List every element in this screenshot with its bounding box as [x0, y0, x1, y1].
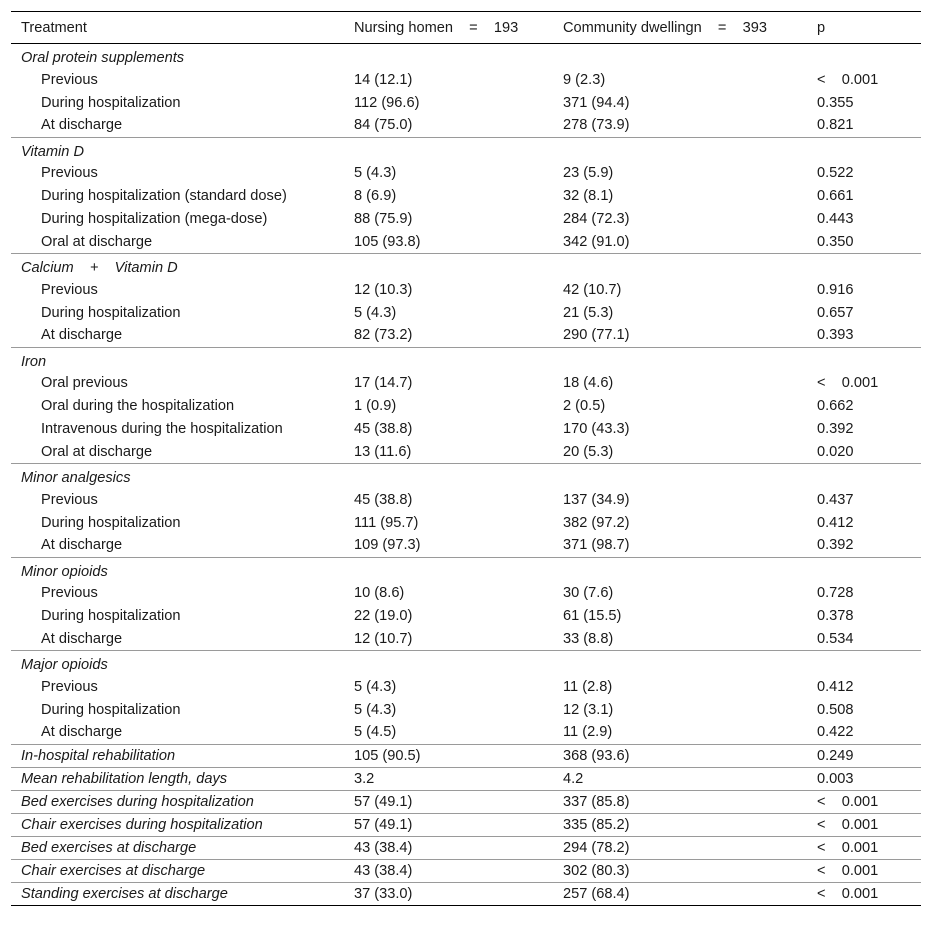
community-value: 11 (2.9)	[553, 721, 807, 744]
row-label: At discharge	[11, 628, 344, 651]
table-row	[11, 859, 921, 882]
nursing-home-value: 57 (49.1)	[344, 790, 553, 813]
nursing-home-value: 14 (12.1)	[354, 71, 413, 88]
community-value: 294 (78.2)	[553, 836, 807, 859]
community-value: 32 (8.1)	[563, 188, 614, 204]
table-group-row	[11, 137, 921, 162]
table-group-row	[11, 44, 921, 69]
row-label: At discharge	[11, 534, 344, 557]
p-value: 0.916	[817, 281, 854, 298]
community-value: 21 (5.3)	[563, 304, 614, 321]
header-treatment: Treatment	[11, 12, 344, 44]
p-value: 0.657	[817, 304, 854, 321]
group-title: Oral protein supplements	[21, 50, 185, 66]
nursing-home-value: 105 (93.8)	[344, 231, 553, 254]
community-value: 368 (93.6)	[553, 744, 807, 767]
community-value: 33 (8.8)	[553, 628, 807, 651]
community-value: 30 (7.6)	[563, 585, 614, 601]
group-title: Iron	[21, 353, 47, 370]
row-label: During hospitalization (standard dose)	[41, 188, 287, 204]
table-row	[11, 767, 921, 790]
header-nursing-home: Nursing homen = 193	[344, 12, 553, 44]
table-row	[11, 511, 921, 534]
table-row	[11, 185, 921, 208]
nursing-home-value: 111 (95.7)	[354, 514, 419, 531]
community-value: 342 (91.0)	[553, 231, 807, 254]
community-value: 137 (34.9)	[563, 491, 630, 508]
community-value: 371 (94.4)	[563, 94, 630, 111]
nursing-home-value: 5 (4.3)	[354, 304, 397, 321]
nursing-home-value: 12 (10.7)	[344, 628, 553, 651]
community-value: 9 (2.3)	[563, 71, 606, 88]
nursing-home-value: 10 (8.6)	[354, 585, 405, 601]
community-value: 18 (4.6)	[563, 375, 614, 391]
community-value: 371 (98.7)	[553, 534, 807, 557]
p-value: 0.422	[807, 721, 921, 744]
table-group-row	[11, 464, 921, 489]
nursing-home-value: 112 (96.6)	[354, 94, 420, 111]
table-row	[11, 628, 921, 651]
p-value: 0.534	[807, 628, 921, 651]
nursing-home-value: 5 (4.5)	[344, 721, 553, 744]
row-label: Previous	[41, 678, 98, 695]
group-title: Minor opioids	[21, 563, 108, 580]
table-row	[11, 208, 921, 231]
p-value: 0.392	[817, 421, 854, 437]
p-value: 0.728	[817, 585, 854, 601]
treatment-table-container	[11, 11, 921, 906]
p-value: 0.249	[807, 744, 921, 767]
p-value: 0.522	[817, 165, 854, 181]
row-label: During hospitalization (mega-dose)	[41, 211, 268, 227]
community-value: 11 (2.8)	[563, 678, 613, 695]
nursing-home-value: 17 (14.7)	[354, 375, 413, 391]
group-title: Calcium + Vitamin D	[21, 260, 178, 276]
community-value: 382 (97.2)	[563, 514, 630, 531]
row-label: Previous	[41, 165, 98, 181]
community-value: 284 (72.3)	[563, 211, 630, 227]
row-label: Oral at discharge	[11, 231, 344, 254]
header-community-dwelling: Community dwellingn = 393	[553, 12, 807, 44]
table-group-row	[11, 651, 921, 676]
table-row	[11, 744, 921, 767]
nursing-home-value: 43 (38.4)	[344, 836, 553, 859]
row-label: Oral previous	[41, 375, 128, 391]
table-group-row	[11, 557, 921, 582]
p-value: < 0.001	[807, 859, 921, 882]
p-value: < 0.001	[817, 71, 879, 88]
community-value: 290 (77.1)	[553, 324, 807, 347]
p-value: 0.350	[807, 231, 921, 254]
nursing-home-value: 43 (38.4)	[344, 859, 553, 882]
table-row	[11, 301, 921, 324]
row-label: During hospitalization	[41, 514, 181, 531]
table-row	[11, 278, 921, 301]
row-label: Bed exercises at discharge	[11, 836, 344, 859]
table-row	[11, 698, 921, 721]
nursing-home-value: 45 (38.8)	[354, 421, 413, 437]
table-row	[11, 882, 921, 905]
row-label: During hospitalization	[41, 701, 181, 718]
p-value: 0.355	[817, 94, 854, 111]
table-row	[11, 114, 921, 137]
row-label: Mean rehabilitation length, days	[11, 767, 344, 790]
row-label: In-hospital rehabilitation	[11, 744, 344, 767]
nursing-home-value: 105 (90.5)	[344, 744, 553, 767]
row-label: Previous	[41, 491, 98, 508]
nursing-home-value: 8 (6.9)	[354, 188, 397, 204]
p-value: < 0.001	[817, 375, 879, 391]
row-label: Chair exercises at discharge	[11, 859, 344, 882]
community-value: 335 (85.2)	[553, 813, 807, 836]
nursing-home-value: 57 (49.1)	[344, 813, 553, 836]
table-row	[11, 231, 921, 254]
table-row	[11, 324, 921, 347]
row-label: At discharge	[11, 114, 344, 137]
row-label: During hospitalization	[41, 608, 181, 624]
p-value: 0.508	[817, 701, 854, 718]
p-value: 0.437	[817, 491, 854, 508]
row-label: Bed exercises during hospitalization	[11, 790, 344, 813]
community-value: 278 (73.9)	[553, 114, 807, 137]
table-row	[11, 790, 921, 813]
p-value: 0.662	[817, 398, 854, 414]
table-header-row	[11, 12, 921, 44]
header-p-value: p	[807, 12, 921, 44]
nursing-home-value: 5 (4.3)	[354, 701, 397, 718]
row-label: Oral at discharge	[11, 441, 344, 464]
p-value: 0.412	[817, 514, 854, 531]
community-value: 42 (10.7)	[563, 281, 622, 298]
table-row	[11, 162, 921, 185]
community-value: 4.2	[553, 767, 807, 790]
community-value: 337 (85.8)	[553, 790, 807, 813]
nursing-home-value: 1 (0.9)	[354, 398, 397, 414]
community-value: 20 (5.3)	[553, 441, 807, 464]
p-value: 0.020	[807, 441, 921, 464]
nursing-home-value: 88 (75.9)	[354, 211, 413, 227]
nursing-home-value: 5 (4.3)	[354, 165, 397, 181]
treatment-table	[11, 11, 921, 906]
nursing-home-value: 12 (10.3)	[354, 281, 413, 298]
group-title: Minor analgesics	[21, 470, 131, 486]
community-value: 257 (68.4)	[553, 882, 807, 905]
p-value: 0.003	[807, 767, 921, 790]
table-row	[11, 418, 921, 441]
p-value: 0.378	[817, 608, 854, 624]
table-row	[11, 488, 921, 511]
community-value: 170 (43.3)	[563, 421, 630, 437]
p-value: 0.393	[807, 324, 921, 347]
p-value: < 0.001	[807, 836, 921, 859]
nursing-home-value: 3.2	[344, 767, 553, 790]
row-label: During hospitalization	[41, 94, 181, 111]
nursing-home-value: 37 (33.0)	[344, 882, 553, 905]
row-label: Previous	[41, 281, 98, 298]
p-value: 0.392	[807, 534, 921, 557]
nursing-home-value: 45 (38.8)	[354, 491, 413, 508]
p-value: 0.821	[807, 114, 921, 137]
community-value: 12 (3.1)	[563, 701, 614, 718]
p-value: < 0.001	[807, 813, 921, 836]
nursing-home-value: 109 (97.3)	[344, 534, 553, 557]
table-row	[11, 68, 921, 91]
table-row	[11, 721, 921, 744]
community-value: 23 (5.9)	[563, 165, 614, 181]
table-row	[11, 395, 921, 418]
table-row	[11, 582, 921, 605]
row-label: Oral during the hospitalization	[41, 398, 235, 414]
nursing-home-value: 5 (4.3)	[354, 678, 397, 695]
row-label: Previous	[41, 585, 98, 601]
table-group-row	[11, 254, 921, 279]
table-row	[11, 675, 921, 698]
table-row	[11, 91, 921, 114]
table-group-row	[11, 347, 921, 372]
row-label: Intravenous during the hospitalization	[41, 421, 283, 437]
p-value: 0.443	[817, 211, 854, 227]
group-title: Vitamin D	[21, 143, 84, 160]
community-value: 302 (80.3)	[553, 859, 807, 882]
table-row	[11, 441, 921, 464]
row-label: During hospitalization	[41, 304, 181, 321]
nursing-home-value: 22 (19.0)	[354, 608, 413, 624]
p-value: 0.412	[817, 678, 854, 695]
group-title: Major opioids	[21, 657, 108, 673]
p-value: < 0.001	[807, 882, 921, 905]
row-label: At discharge	[11, 721, 344, 744]
nursing-home-value: 82 (73.2)	[344, 324, 553, 347]
p-value: 0.661	[817, 188, 854, 204]
community-value: 2 (0.5)	[563, 398, 606, 414]
row-label: Chair exercises during hospitalization	[11, 813, 344, 836]
table-row	[11, 534, 921, 557]
row-label: Standing exercises at discharge	[11, 882, 344, 905]
community-value: 61 (15.5)	[563, 608, 622, 624]
table-row	[11, 836, 921, 859]
nursing-home-value: 84 (75.0)	[344, 114, 553, 137]
p-value: < 0.001	[807, 790, 921, 813]
row-label: At discharge	[11, 324, 344, 347]
table-body	[11, 44, 921, 906]
table-row	[11, 372, 921, 395]
table-row	[11, 605, 921, 628]
nursing-home-value: 13 (11.6)	[344, 441, 553, 464]
row-label: Previous	[41, 71, 98, 88]
table-row	[11, 813, 921, 836]
